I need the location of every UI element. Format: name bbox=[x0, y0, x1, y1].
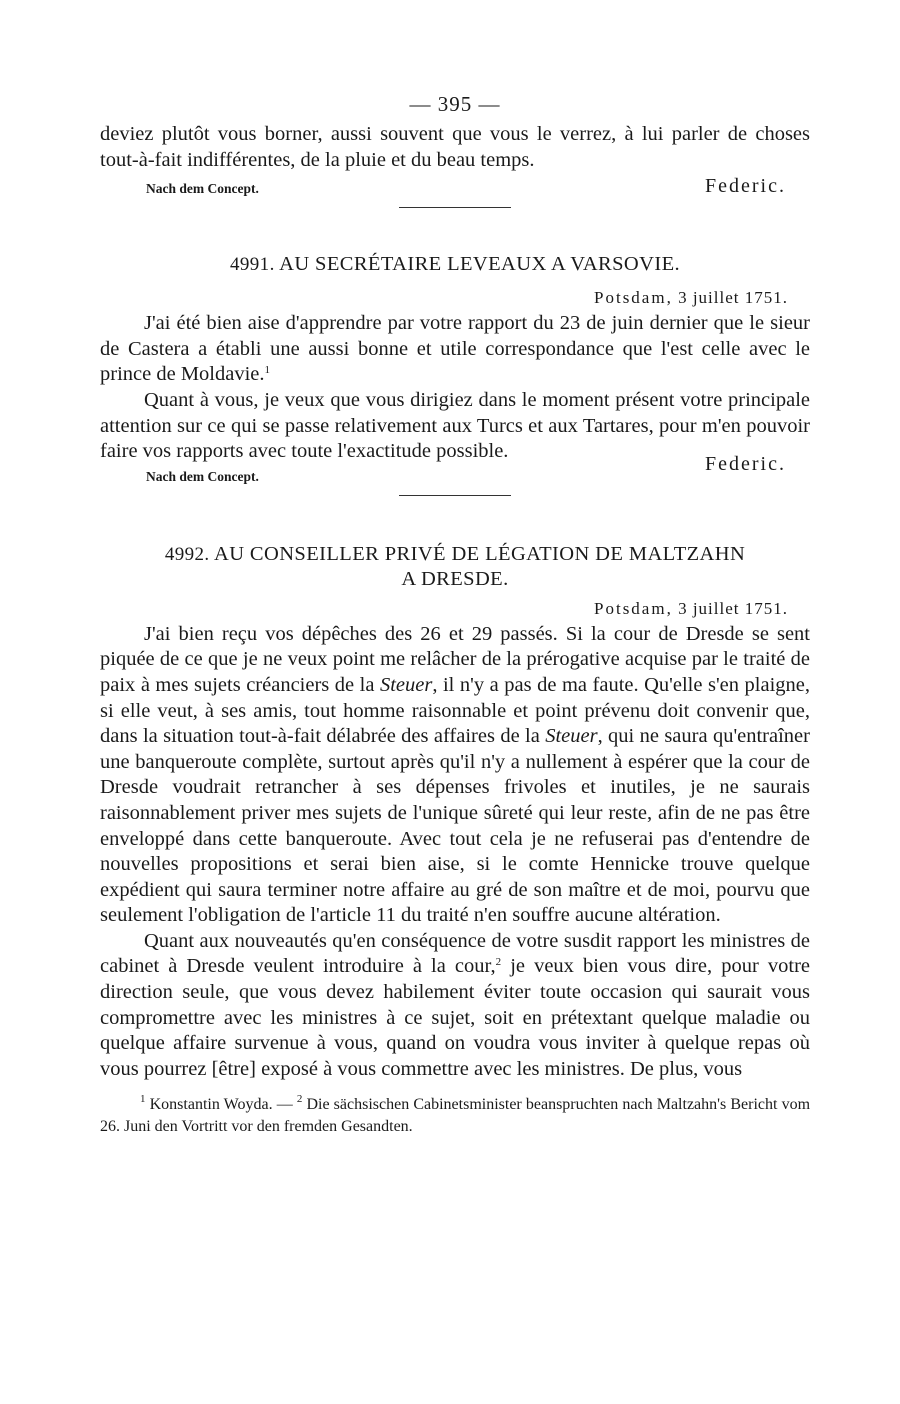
footnote-1-text: Konstantin Woyda. — bbox=[149, 1096, 293, 1114]
letter-4991-footer bbox=[100, 451, 810, 484]
signature: Federic. bbox=[705, 452, 786, 475]
letter-4991-paragraph-1 bbox=[100, 311, 810, 388]
paragraph-text-b: je veux bien vous dire, pour votre direction seule, que vous devez habilement éviter toute occasion qui saurait vous compromettre avec les ministres à ce sujet, soit en prétextant quelque maladie ou quelque affaire survenue à vous, quand on voudra vous inviter à quelque repas où vous pourrez [être] exposé à vous commettre avec les ministres. De plus, vous bbox=[100, 955, 810, 1080]
steuer-term: Steuer bbox=[545, 725, 598, 748]
letter-4991-heading bbox=[100, 252, 810, 277]
letter-4991-dateline bbox=[100, 285, 810, 311]
footnote-2-text: Die sächsischen Cabinetsminister beanspruchten nach Maltzahn's Bericht vom 26. Juni den Vortritt vor den fremden Gesandten. bbox=[100, 1096, 811, 1136]
steuer-term: Steuer bbox=[379, 673, 433, 696]
dateline-place: Potsdam, bbox=[594, 288, 673, 308]
page-number: — 395 — bbox=[409, 92, 501, 116]
letter-number: 4991. bbox=[229, 254, 275, 276]
letter-4992-heading bbox=[100, 542, 810, 592]
page bbox=[100, 86, 810, 1138]
letter-4991-paragraph-2: Quant à vous, je veux que vous dirigiez dans le moment présent votre principale attention sur ce qui se passe relativement aux Turcs et aux Tartares, pour m'en pouvoir faire vos rapports avec toute l'exactitude possible. bbox=[100, 388, 810, 463]
source-note: Nach dem Concept. bbox=[146, 468, 259, 484]
letter-title-line-2: A DRESDE. bbox=[401, 567, 509, 590]
dateline-place: Potsdam, bbox=[594, 598, 673, 618]
signature: Federic. bbox=[705, 175, 786, 198]
letter-title: AU CONSEILLER PRIVÉ DE LÉGATION DE MALTZAHN bbox=[213, 542, 746, 565]
dateline-date: 3 juillet 1751. bbox=[678, 288, 788, 308]
paragraph-text: J'ai été bien aise d'apprendre par votre rapport du 23 de juin dernier que le sieur de Castera a établi une aussi bonne et utile correspondance que l'est celle avec le prince de Moldavie. bbox=[100, 312, 810, 386]
source-note: Nach dem Concept. bbox=[146, 181, 259, 197]
footnote-mark: 2 bbox=[296, 1093, 303, 1106]
paragraph-text-c: , qui ne saura qu'entraîner une banqueroute complète, surtout après qu'il n'y a nullement à espérer que la cour de Dresde voudrait retrancher à ses dépenses frivoles et inutiles, je ne saurais raisonnablement priver mes sujets de l'unique sûreté qui leur reste, afin de ne pas être enveloppé dans cette banqueroute. Avec tout cela je ne refuserai pas d'entendre de nouvelles propositions et serai bien aise, si le comte Hennicke trouve quelque expédient qui saura terminer notre affaire au gré de son maître et de moi, pourvu que seulement l'obligation de l'article 11 du traité n'en souffre aucune altération. bbox=[100, 725, 810, 927]
dateline-date: 3 juillet 1751. bbox=[678, 598, 788, 618]
prev-letter-footer bbox=[100, 173, 810, 201]
footnote-mark: 1 bbox=[140, 1093, 146, 1106]
paragraph-text-a: J'ai bien reçu vos dépêches des 26 et 29 passés. Si la cour de Dresde se sent piquée de ce que je ne veux point me relâcher de la prérogative acquise par le traité de paix à mes sujets créanciers de la bbox=[100, 622, 810, 696]
letter-number: 4992. bbox=[164, 543, 210, 565]
paragraph-text-a: Quant aux nouveautés qu'en conséquence de votre susdit rapport les ministres de cabinet à Dresde veulent introduire à la cour, bbox=[100, 929, 810, 978]
letter-title: AU SECRÉTAIRE LEVEAUX A VARSOVIE. bbox=[279, 253, 681, 276]
footnotes bbox=[100, 1094, 810, 1138]
letter-4992-paragraph-1 bbox=[100, 622, 810, 929]
paragraph-text-b: , il n'y a pas de ma faute. Qu'elle s'en plaigne, si elle veut, à ses amis, tout homme raisonnable et point prévenu doit convenir que, dans la situation tout-à-fait délabrée des affaires de la bbox=[100, 673, 810, 748]
prev-letter-text: deviez plutôt vous borner, aussi souvent que vous le verrez, à lui parler de choses tout-à-fait indifférentes, de la pluie et du beau temps. bbox=[100, 123, 810, 171]
footnote-ref: 1 bbox=[264, 364, 271, 377]
letter-title-line-1 bbox=[100, 542, 810, 567]
footnote-ref: 2 bbox=[495, 956, 502, 969]
letter-4992-dateline bbox=[100, 596, 810, 622]
letter-4992-paragraph-2 bbox=[100, 929, 810, 1083]
